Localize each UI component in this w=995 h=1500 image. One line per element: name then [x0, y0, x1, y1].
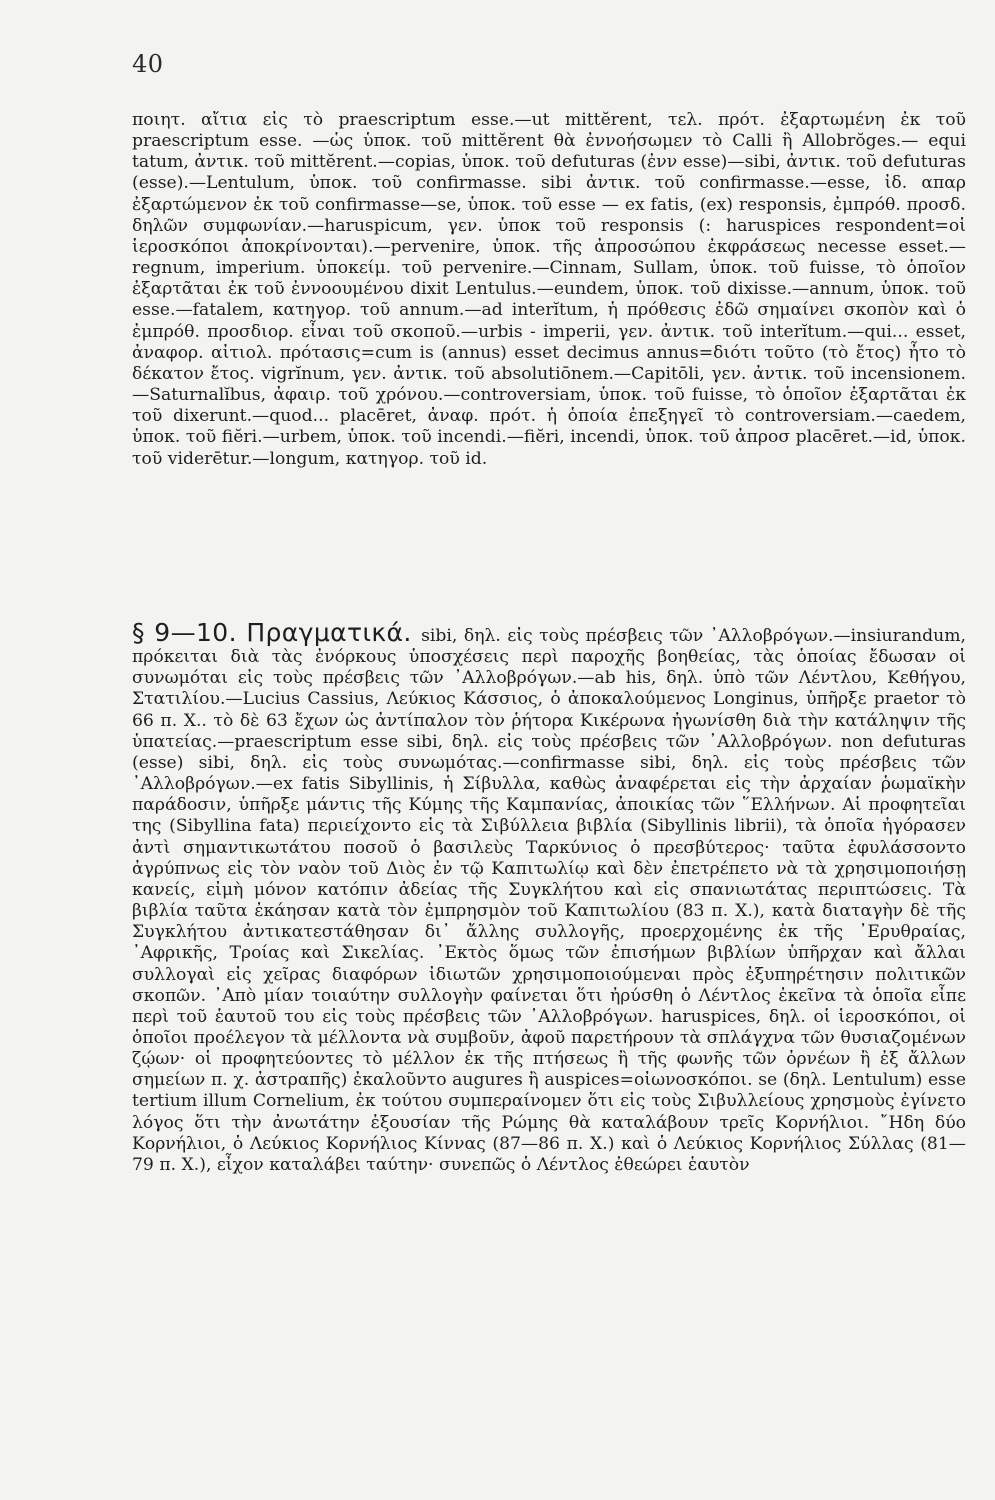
- section-body: sibi, δηλ. εἰς τοὺς πρέσβεις τῶν ᾿Αλλοβρόγων.—insiurandum, πρόκειται διὰ τὰς ἐνόρκους ὑποσχέσεις περὶ παροχῆς βοηθείας, τὰς ὁποίας ἔδωσαν οἱ συνωμόται εἰς τοὺς πρέσβεις τῶν ᾿Αλλοβρόγων.—ab his, δηλ. ὑπὸ τῶν Λέντλου, Κεθήγου, Στατιλίου.—Lucius Cassius, Λεύκιος Κάσσιος, ὁ ἀποκαλούμενος Longinus, ὑπῆρξε praetor τὸ 66 π. Χ.. τὸ δὲ 63 ἔχων ὡς ἀντίπαλον τὸν ῥήτορα Κικέρωνα ἠγωνίσθη διὰ τὴν κατάληψιν τῆς ὑπατείας.—praescriptum esse sibi, δηλ. εἰς τοὺς πρέσβεις τῶν ᾿Αλλοβρόγων. non defuturas (esse) sibi, δηλ. εἰς τοὺς συνωμότας.—confirmasse sibi, δηλ. εἰς τοὺς πρέσβεις τῶν ᾿Αλλοβρόγων.—ex fatis Sibyllinis, ἡ Σίβυλλα, καθὼς ἀναφέρεται εἰς τὴν ἀρχαίαν ῥωμαϊκὴν παράδοσιν, ὑπῆρξε μάντις τῆς Κύμης τῆς Καμπανίας, ἀποικίας τῶν ῞Ελλήνων. Αἱ προφητεῖαι της (Sibyllina fata) περιείχοντο εἰς τὰ Σιβύλλεια βιβλία (Sibyllinis librii), τὰ ὁποῖα ἠγόρασεν ἀντὶ σημαντικωτάτου ποσοῦ ὁ βασιλεὺς Ταρκύνιος ὁ πρεσβύτερος· ταῦτα ἐφυλάσσοντο ἀγρύπνως εἰς τὸν ναὸν τοῦ Διὸς ἐν τῷ Καπιτωλίῳ καὶ δὲν ἐπετρέπετο νὰ τὰ χρησιμοποιήσῃ κανείς, εἰμὴ μόνον κατόπιν ἀδείας τῆς Συγκλήτου καὶ εἰς σπανιωτάτας περιπτώσεις. Τὰ βιβλία ταῦτα ἐκάησαν κατὰ τὸν ἐμπρησμὸν τοῦ Καπιτωλίου (83 π. Χ.), κατὰ διαταγὴν δὲ τῆς Συγκλήτου ἀντικατεστάθησαν δι᾿ ἄλλης συλλογῆς, προερχομένης ἐκ τῆς ᾿Ερυθραίας, ᾿Αφρικῆς, Τροίας καὶ Σικελίας. ᾿Εκτὸς ὅμως τῶν ἐπισήμων βιβλίων ὑπῆρχαν καὶ ἄλλαι συλλογαὶ εἰς χεῖρας διαφόρων ἰδιωτῶν χρησιμοποιούμεναι πρὸς ἐξυπηρέτησιν πολιτικῶν σκοπῶν. ᾿Απὸ μίαν τοιαύτην συλλογὴν φαίνεται ὅτι ἠρύσθη ὁ Λέντλος ἐκεῖνα τὰ ὁποῖα εἶπε περὶ τοῦ ἑαυτοῦ του εἰς τοὺς πρέσβεις τῶν ᾿Αλλοβρόγων. haruspices, δηλ. οἱ ἱεροσκόποι, οἱ ὁποῖοι προέλεγον τὰ μέλλοντα νὰ συμβοῦν, ἀφοῦ παρετήρουν τὰ σπλάγχνα τῶν θυσιαζομένων ζῴων· οἱ προφητεύοντες τὸ μέλλον ἐκ τῆς πτήσεως ἢ τῆς φωνῆς τῶν ὀρνέων ἢ ἐξ ἄλλων σημείων π. χ. ἀστραπῆς) ἐκαλοῦντο augures ἢ auspices=οἰωνοσκόποι. se (δηλ. Lentulum) esse tertium illum Cornelium, ἐκ τούτου συμπεραίνομεν ὅτι εἰς τοὺς Σιβυλλείους χρησμοὺς ἐγίνετο λόγος ὅτι τὴν ἀνωτάτην ἐξουσίαν τῆς Ρώμης θὰ καταλάβουν τρεῖς Κορνήλιοι. ῎Ηδη δύο Κορνήλιοι, ὁ Λεύκιος Κορνήλιος Κίννας (87—86 π. Χ.) καὶ ὁ Λεύκιος Κορνήλιος Σύλλας (81—79 π. Χ.), εἶχον καταλάβει ταύτην· συνεπῶς ὁ Λέντλος ἐθεώρει ἑαυτὸν: [132, 626, 966, 1175]
- historical-notes-section: [132, 618, 966, 1176]
- section-heading: § 9—10. Πραγματικά.: [132, 618, 422, 647]
- grammatical-notes-paragraph: ποιητ. αἴτια εἰς τὸ praescriptum esse.—ut mittĕrent, τελ. πρότ. ἐξαρτωμένη ἐκ τοῦ praescriptum esse. —ὡς ὑποκ. τοῦ mittĕrent θὰ ἐννοήσωμεν τὸ Calli ἢ Allobrŏges.— equi tatum, ἀντικ. τοῦ mittĕrent.—copias, ὑποκ. τοῦ defuturas (ἐνν esse)—sibi, ἀντικ. τοῦ defuturas (esse).—Lentulum, ὑποκ. τοῦ confirmasse. sibi ἀντικ. τοῦ confirmasse.—esse, ἰδ. απαρ ἐξαρτώμενον ἐκ τοῦ confirmasse—se, ὑποκ. τοῦ esse — ex fatis, (ex) responsis, ἐμπρόθ. προσδ. δηλῶν συμφωνίαν.—haruspicum, γεν. ὑποκ τοῦ responsis (: haruspices respondent=οἱ ἱεροσκόποι ἀποκρίνονται).—pervenire, ὑποκ. τῆς ἀπροσώπου ἐκφράσεως necesse esset.—regnum, imperium. ὑποκείμ. τοῦ pervenire.—Cinnam, Sullam, ὑποκ. τοῦ fuisse, τὸ ὁποῖον ἐξαρτᾶται ἐκ τοῦ ἐννοουμένου dixit Lentulus.—eundem, ὑποκ. τοῦ dixisse.—annum, ὑποκ. τοῦ esse.—fatalem, κατηγορ. τοῦ annum.—ad interĭtum, ἡ πρόθεσις ἐδῶ σημαίνει σκοπὸν καὶ ὁ ἐμπρόθ. προσδιορ. εἶναι τοῦ σκοποῦ.—urbis - imperii, γεν. ἀντικ. τοῦ interĭtum.—qui... esset, ἀναφορ. αἰτιολ. πρότασις=cum is (annus) esset decimus annus=διότι τοῦτο (τὸ ἔτος) ἦτο τὸ δέκατον ἔτος. vigrĭnum, γεν. ἀντικ. τοῦ absolutiōnem.—Capitōli, γεν. ἀντικ. τοῦ incensionem.—Saturnalĭbus, ἀφαιρ. τοῦ χρόνου.—controversiam, ὑποκ. τοῦ fuisse, τὸ ὁποῖον ἐξαρτᾶται ἐκ τοῦ dixerunt.—quod... placēret, ἀναφ. πρότ. ἡ ὁποία ἐπεξηγεῖ τὸ controversiam.—caedem, ὑποκ. τοῦ fiĕri.—urbem, ὑποκ. τοῦ incendi.—fiĕri, incendi, ὑποκ. τοῦ ἀπροσ placēret.—id, ὑποκ. τοῦ viderētur.—longum, κατηγορ. τοῦ id.: [132, 110, 966, 469]
- page-number: 40: [132, 50, 164, 78]
